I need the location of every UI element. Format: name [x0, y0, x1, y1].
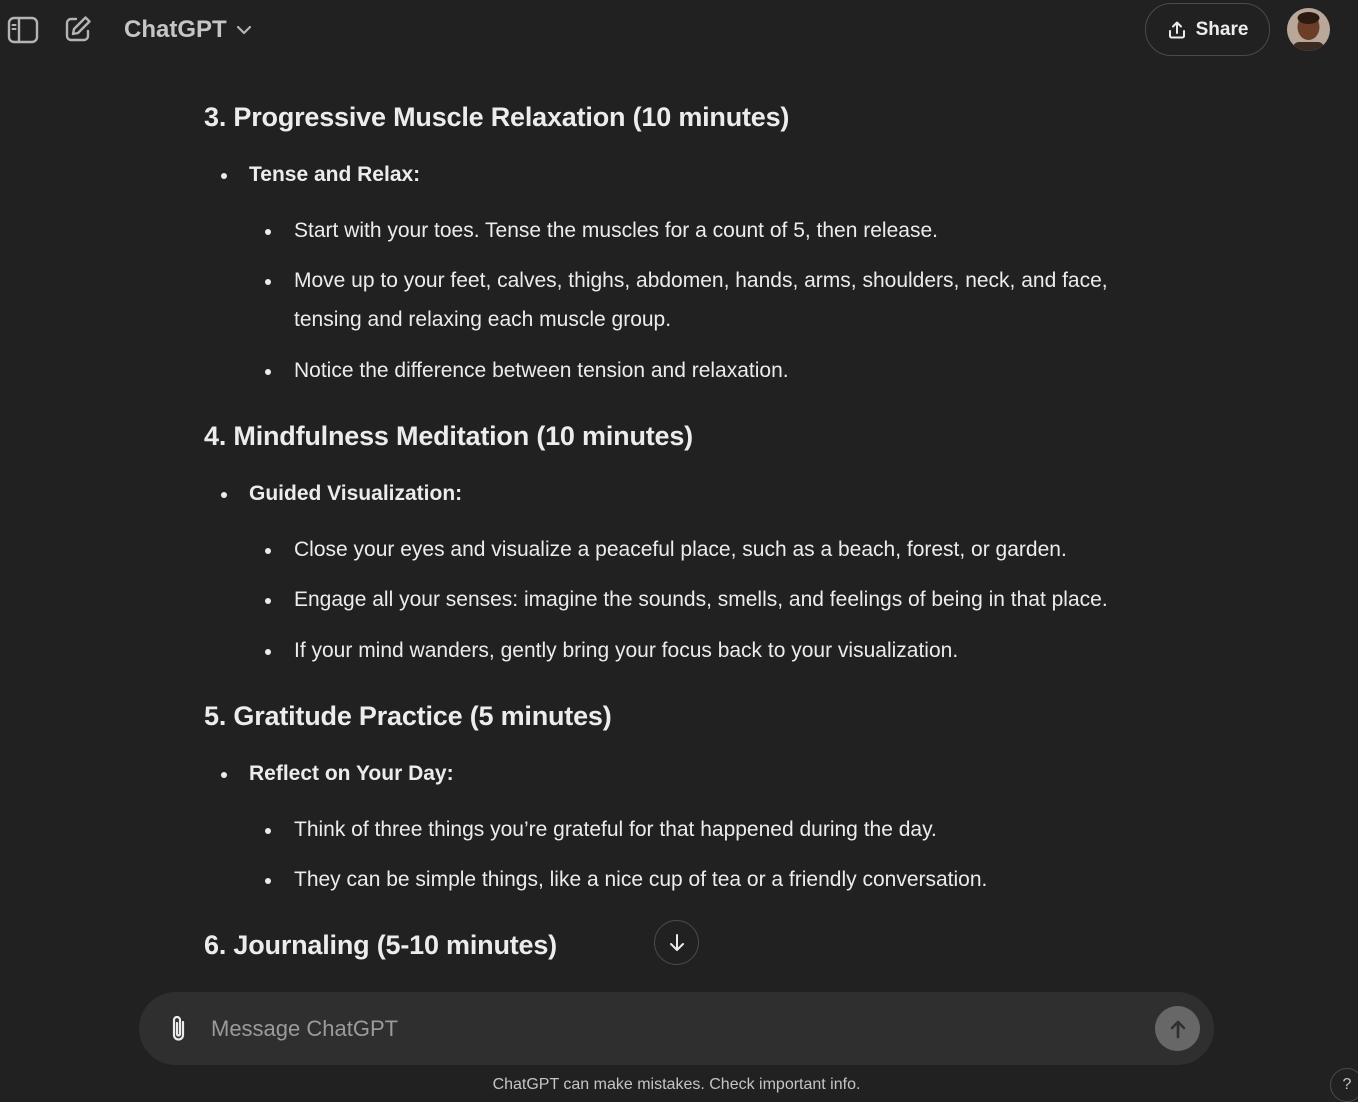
help-label: ?: [1342, 1076, 1352, 1093]
list-item: Move up to your feet, calves, thighs, abdomen, hands, arms, shoulders, neck, and face,: [294, 269, 1108, 292]
bullet-dot: [265, 598, 271, 604]
bullet-dot: [221, 492, 227, 498]
bullet-dot: [265, 649, 271, 655]
bullet-dot: [265, 878, 271, 884]
conversation-area[interactable]: [0, 60, 1358, 985]
model-selector[interactable]: [118, 12, 259, 48]
list-item: If your mind wanders, gently bring your focus back to your visualization.: [294, 639, 959, 662]
attach-button[interactable]: [161, 1009, 197, 1049]
bullet-dot: [265, 548, 271, 554]
list-subheading: Tense and Relax:: [249, 163, 421, 186]
list-subheading: Reflect on Your Day:: [249, 762, 454, 785]
arrow-down-icon: [666, 932, 688, 954]
message-input[interactable]: [211, 1010, 1141, 1048]
new-chat-icon: [63, 14, 93, 44]
user-avatar-icon: [1287, 8, 1330, 51]
message-composer: [139, 992, 1214, 1065]
list-item: Engage all your senses: imagine the sounds, smells, and feelings of being in that place.: [294, 588, 1108, 611]
chevron-down-icon: [235, 24, 253, 36]
bullet-dot: [221, 772, 227, 778]
list-item: Notice the difference between tension and relaxation.: [294, 359, 789, 382]
sidebar-toggle-icon: [7, 16, 39, 44]
help-button[interactable]: [1330, 1068, 1358, 1102]
list-item: They can be simple things, like a nice cup of tea or a friendly conversation.: [294, 868, 988, 891]
top-bar: [0, 0, 1358, 60]
model-name: ChatGPT: [124, 16, 227, 43]
list-item: Think of three things you’re grateful for that happened during the day.: [294, 818, 937, 841]
list-item: Start with your toes. Tense the muscles for a count of 5, then release.: [294, 219, 938, 242]
list-item-continuation: tensing and relaxing each muscle group.: [294, 308, 672, 331]
share-label: Share: [1195, 18, 1249, 40]
arrow-up-icon: [1167, 1018, 1189, 1040]
section-heading: 4. Mindfulness Meditation (10 minutes): [204, 421, 693, 451]
share-button[interactable]: [1145, 3, 1270, 56]
bullet-dot: [265, 279, 271, 285]
new-chat-button[interactable]: [58, 9, 98, 49]
paperclip-icon: [167, 1013, 191, 1045]
bullet-dot: [265, 229, 271, 235]
list-subheading: Guided Visualization:: [249, 482, 463, 505]
bullet-dot: [265, 828, 271, 834]
disclaimer-text: ChatGPT can make mistakes. Check important info.: [492, 1076, 861, 1093]
avatar[interactable]: [1287, 8, 1330, 51]
section-heading: 5. Gratitude Practice (5 minutes): [204, 701, 612, 731]
upload-icon: [1167, 20, 1187, 40]
sidebar-toggle-button[interactable]: [3, 10, 43, 50]
bullet-dot: [265, 369, 271, 375]
section-heading: 3. Progressive Muscle Relaxation (10 minutes): [204, 102, 790, 132]
list-item: Close your eyes and visualize a peaceful place, such as a beach, forest, or garden.: [294, 538, 1067, 561]
send-button[interactable]: [1155, 1006, 1200, 1051]
bullet-dot: [221, 173, 227, 179]
section-heading: 6. Journaling (5-10 minutes): [204, 930, 557, 960]
scroll-to-bottom-button[interactable]: [654, 920, 699, 965]
